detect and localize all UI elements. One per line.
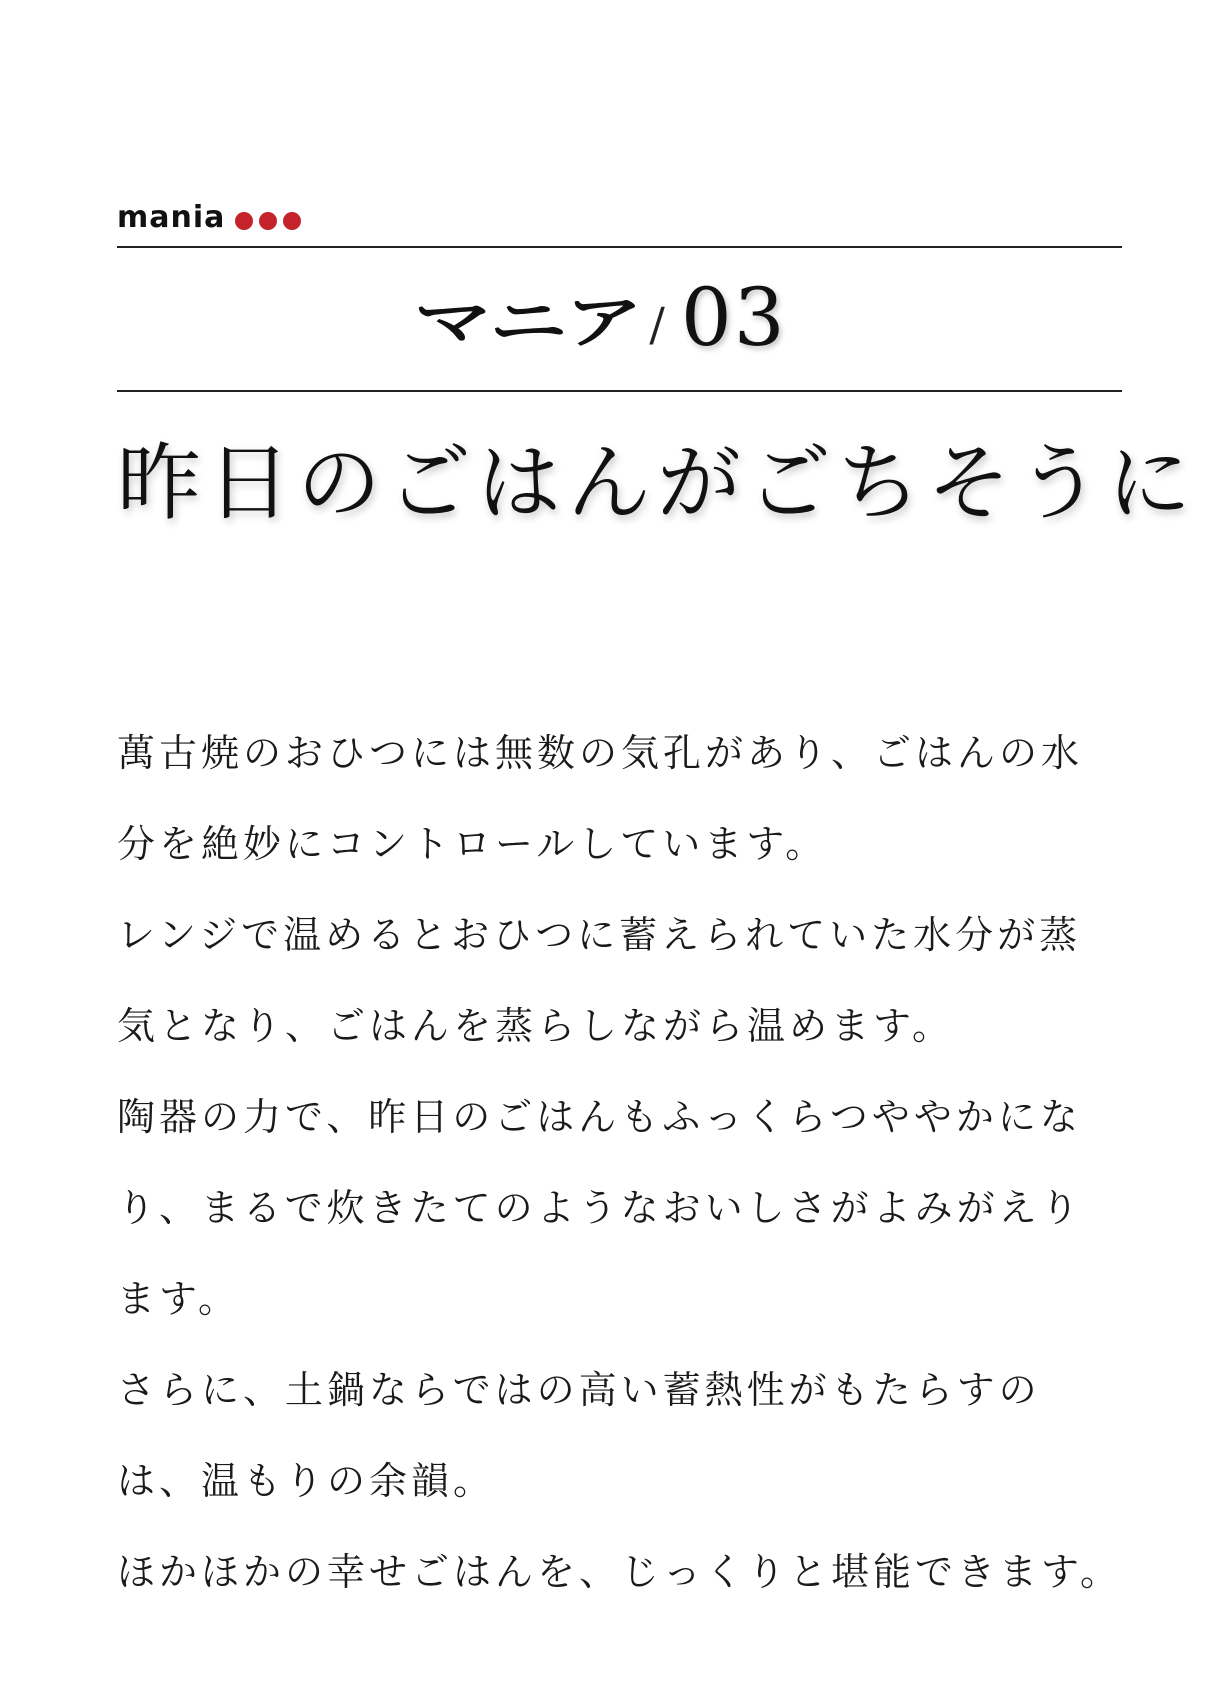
brand-dot-icon [235, 212, 253, 230]
body-paragraph: 陶器の力で、昨日のごはんもふっくらつややかになり、まるで炊きたてのようなおいしさがよみがえります。 [117, 1095, 1083, 1321]
brand-name: mania [117, 200, 226, 235]
brand-logo [117, 198, 301, 238]
brand-dot-icon [283, 212, 301, 230]
brand-dots [235, 212, 301, 230]
section-header [0, 262, 1230, 372]
bottom-divider [117, 390, 1122, 392]
section-category: マニア [413, 288, 641, 356]
body-paragraph: 萬古焼のおひつには無数の気孔があり、ごはんの水分を絶妙にコントロールしています。 [117, 731, 1084, 866]
body-paragraph: レンジで温めるとおひつに蓄えられていた水分が蒸気となり、ごはんを蒸らしながら温めます。 [117, 913, 1082, 1048]
article-body [117, 708, 1122, 1618]
section-number: 03 [680, 270, 787, 364]
page-headline: 昨日のごはんがごちそうに [117, 434, 1198, 532]
section-separator: / [649, 297, 665, 351]
brand-dot-icon [259, 212, 277, 230]
top-divider [117, 246, 1122, 248]
body-paragraph: ほかほかの幸せごはんを、じっくりと堪能できます。 [117, 1550, 1122, 1594]
body-paragraph: さらに、土鍋ならではの高い蓄熱性がもたらすのは、温もりの余韻。 [117, 1368, 1041, 1503]
